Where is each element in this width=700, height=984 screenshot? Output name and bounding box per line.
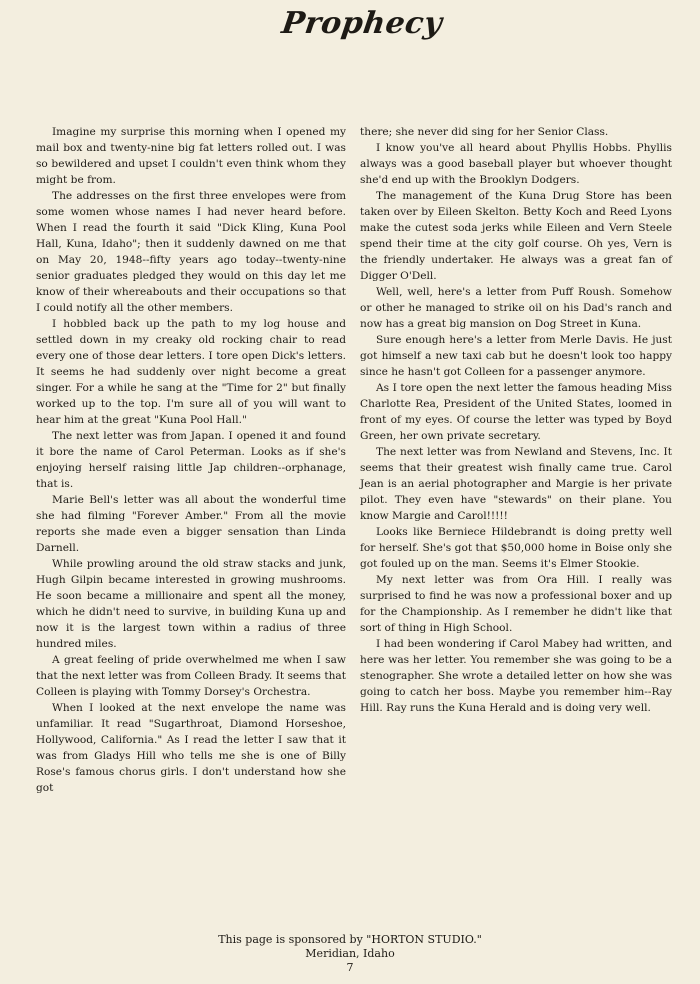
paragraph: The management of the Kuna Drug Store has been taken over by Eileen Skelton. Betty Koch and Reed Lyons make the cutest soda jerks while Eileen and Vern Steele spend their time at the city golf course. Oh yes, Vern is the friendly undertaker. He always was a great fan of Digger O'Dell. [360,190,672,282]
page-number: 7 [346,961,354,974]
paragraph: A great feeling of pride overwhelmed me when I saw that the next letter was from Colleen Brady. It seems that Colleen is playing with Tommy Dorsey's Orchestra. [36,654,346,698]
paragraph: As I tore open the next letter the famous heading Miss Charlotte Rea, President of the United States, loomed in front of my eyes. Of course the letter was typed by Boyd Green, her own private secretary. [360,382,672,442]
paragraph: When I looked at the next envelope the name was unfamiliar. It read "Sugarthroat, Diamond Horseshoe, Hollywood, California." As I read the letter I saw that it was from Gladys Hill who tells me she is one of Billy Rose's famous chorus girls. I don't understand how she got [36,702,346,794]
paragraph: The addresses on the first three envelopes were from some women whose names I had never heard before. When I read the fourth it said "Dick Kling, Kuna Pool Hall, Kuna, Idaho"; then it suddenly dawned on me that on May 20, 1948--fifty years ago today--twenty-nine senior graduates pledged they would on this day let me know of their whereabouts and their occupations so that I could notify all the other members. [36,190,346,314]
paragraph: I hobbled back up the path to my log house and settled down in my creaky old rocking chair to read every one of those dear letters. I tore open Dick's letters. It seems he had suddenly over night become a great singer. For a while he sang at the "Time for 2" but finally worked up to the top. I'm sure all of you will want to hear him at the great "Kuna Pool Hall." [36,318,346,426]
page-footer [0,933,700,975]
paragraph: My next letter was from Ora Hill. I really was surprised to find he was now a professional boxer and up for the Championship. As I remember he didn't like that sort of thing in High School. [360,574,672,634]
paragraph: The next letter was from Newland and Stevens, Inc. It seems that their greatest wish finally came true. Carol Jean is an aerial photographer and Margie is her private pilot. They even have "stewards" on their plane. You know Margie and Carol!!!!! [360,446,672,522]
paragraph: While prowling around the old straw stacks and junk, Hugh Gilpin became interested in growing mushrooms. He soon became a millionaire and spent all the money, which he didn't need to survive, in building Kuna up and now it is the largest town within a radius of three hundred miles. [36,558,346,650]
paragraph: Imagine my surprise this morning when I opened my mail box and twenty-nine big fat letters rolled out. I was so bewildered and upset I couldn't even think whom they might be from. [36,126,346,186]
paragraph: Well, well, here's a letter from Puff Roush. Somehow or other he managed to strike oil on his Dad's ranch and now has a great big mansion on Dog Street in Kuna. [360,286,672,330]
paragraph: Looks like Berniece Hildebrandt is doing pretty well for herself. She's got that $50,000 home in Boise only she got fouled up on the man. Seems it's Elmer Stookie. [360,526,672,570]
left-column [36,124,346,796]
sponsor-line: This page is sponsored by "HORTON STUDIO." [218,933,482,946]
paragraph-continued: there; she never did sing for her Senior Class. [360,126,609,138]
paragraph: Sure enough here's a letter from Merle Davis. He just got himself a new taxi cab but he doesn't look too happy since he hasn't got Colleen for a passenger anymore. [360,334,672,378]
paragraph: The next letter was from Japan. I opened it and found it bore the name of Carol Peterman. Looks as if she's enjoying herself raising little Jap children--orphanage, that is. [36,430,346,490]
right-column [360,124,672,716]
paragraph: I had been wondering if Carol Mabey had written, and here was her letter. You remember she was going to be a stenographer. She wrote a detailed letter on how she was going to catch her boss. Maybe you remember him--Ray Hill. Ray runs the Kuna Herald and is doing very well. [360,638,672,714]
paragraph: Marie Bell's letter was all about the wonderful time she had filming "Forever Amber." From all the movie reports she made even a bigger sensation than Linda Darnell. [36,494,346,554]
paragraph: I know you've all heard about Phyllis Hobbs. Phyllis always was a good baseball player but whoever thought she'd end up with the Brooklyn Dodgers. [360,142,672,186]
sponsor-location: Meridian, Idaho [305,947,395,960]
page-title: Prophecy [279,6,445,41]
